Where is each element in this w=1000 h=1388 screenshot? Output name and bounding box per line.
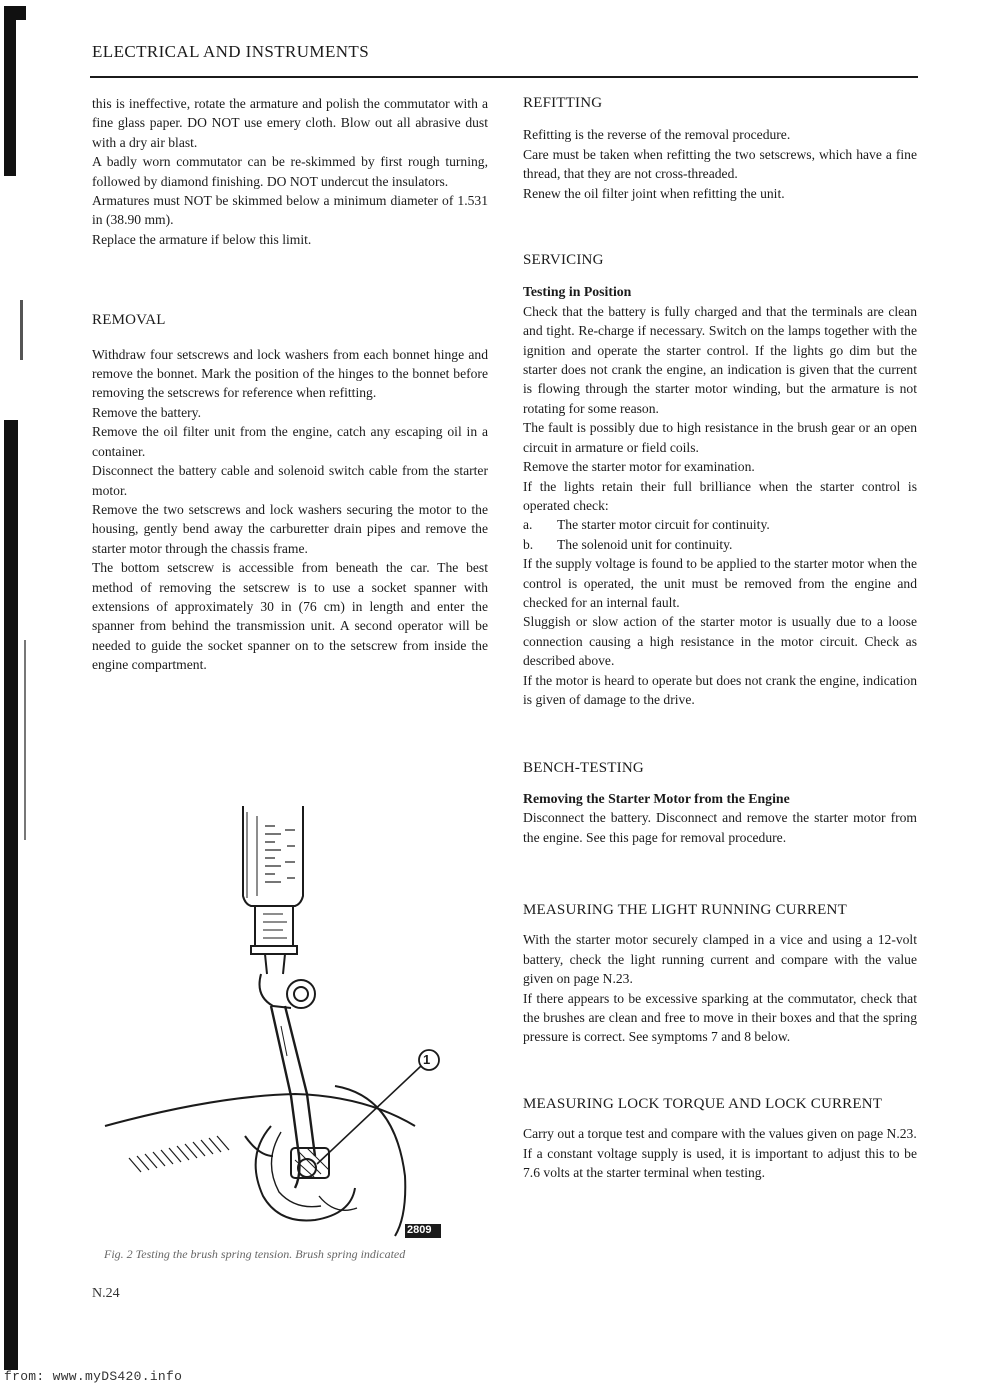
paragraph: If the motor is heard to operate but does not crank the engine, indication is given of damage to the drive. — [523, 672, 917, 707]
binding-bar — [4, 420, 18, 1370]
paragraph: If a constant voltage supply is used, it is important to adjust this to be 7.6 volts at the starter terminal when testing. — [523, 1145, 917, 1181]
paragraph: Care must be taken when refitting the two setscrews, which have a fine thread, that they are not cross-threaded. — [523, 146, 917, 182]
subheading-removing-starter: Removing the Starter Motor from the Engine — [523, 790, 790, 806]
callout-number: 1 — [423, 1052, 431, 1067]
paragraph: Replace the armature if below this limit. — [92, 231, 312, 247]
plate-number: 2809 — [407, 1224, 432, 1236]
list-text: The starter motor circuit for continuity. — [557, 517, 770, 533]
paragraph: this is ineffective, rotate the armature and polish the commutator with a fine glass paper. DO NOT use emery cloth. Blow out all abrasive dust with a dry air blast. — [92, 96, 488, 150]
left-column — [92, 94, 488, 675]
list-text: The solenoid unit for continuity. — [557, 536, 733, 552]
right-column — [523, 94, 917, 1182]
illustration-drawing — [95, 796, 475, 1252]
binding-bar — [24, 640, 26, 840]
paragraph: Sluggish or slow action of the starter motor is usually due to a loose connection causing a high resistance in the motor circuit. Check as described above. — [523, 614, 917, 669]
paragraph: With the starter motor securely clamped in a vice and using a 12-volt battery, check the light running current and compare with the value given on page N.23. — [523, 932, 917, 987]
page-number: N.24 — [92, 1286, 120, 1301]
section-heading-bench-testing: BENCH-TESTING — [523, 760, 644, 777]
binding-bar — [4, 6, 16, 176]
section-heading-lock-torque: MEASURING LOCK TORQUE AND LOCK CURRENT — [523, 1095, 883, 1112]
brush-spring-test-illustration — [95, 796, 475, 1252]
paragraph: Disconnect the battery. Disconnect and remove the starter motor from the engine. See this page for removal procedure. — [523, 810, 917, 845]
figure-caption: Fig. 2 Testing the brush spring tension. Brush spring indicated — [104, 1247, 406, 1261]
paragraph: Withdraw four setscrews and lock washers from each bonnet hinge and remove the bonnet. Mark the position of the hinges to the bonnet before removing the setscrews for reference when refitting. — [92, 346, 488, 401]
binding-bar — [20, 300, 23, 360]
paragraph: Armatures must NOT be skimmed below a minimum diameter of 1.531 in (38.90 mm). — [92, 193, 488, 228]
paragraph: Renew the oil filter joint when refitting the unit. — [523, 185, 785, 201]
section-heading-refitting: REFITTING — [523, 95, 603, 111]
list-item — [523, 515, 917, 534]
paragraph: If the supply voltage is found to be applied to the starter motor when the control is operated, the unit must be removed from the engine and checked for an internal fault. — [523, 556, 917, 610]
paragraph: Disconnect the battery cable and solenoid switch cable from the starter motor. — [92, 463, 488, 498]
section-heading-removal: REMOVAL — [92, 312, 166, 329]
section-heading-light-running: MEASURING THE LIGHT RUNNING CURRENT — [523, 902, 847, 918]
paragraph: If the lights retain their full brilliance when the starter control is operated check: — [523, 478, 917, 513]
paragraph: The bottom setscrew is accessible from beneath the car. The best method of removing the setscrew is to use a socket spanner with extensions of approximately 30 in (76 cm) in length and enter the spanner from behind the transmission unit. A second operator will be needed to guide the socket spanner on to the setscrew from inside the engine compartment. — [92, 560, 488, 673]
paragraph: Refitting is the reverse of the removal procedure. — [523, 127, 791, 143]
section-heading-servicing: SERVICING — [523, 252, 604, 269]
paragraph: Carry out a torque test and compare with the values given on page N.23. — [523, 1126, 917, 1142]
list-marker: a. — [523, 517, 533, 533]
list-item — [523, 535, 917, 554]
paragraph: Check that the battery is fully charged and that the terminals are clean and tight. Re-charge if necessary. Switch on the lamps together with the ignition and operate the starter control. If the lights go dim but the starter does not crank the engine, an indication is given that the current is flowing through the starter motor winding, but the armature is not rotating for some reason. — [523, 303, 917, 416]
list-marker: b. — [523, 536, 534, 552]
source-footer: from: www.myDS420.info — [4, 1369, 183, 1384]
paragraph: Remove the two setscrews and lock washers securing the motor to the housing, gently bend away the carburetter drain pipes and remove the starter motor through the chassis frame. — [92, 501, 488, 556]
paragraph: Remove the battery. — [92, 404, 201, 420]
paragraph: If there appears to be excessive sparking at the commutator, check that the brushes are clean and free to move in their boxes and that the spring pressure is correct. See symptoms 7 and 8 below. — [523, 990, 917, 1045]
paragraph: A badly worn commutator can be re-skimmed by first rough turning, followed by diamond finishing. DO NOT undercut the insulators. — [92, 154, 488, 189]
subheading-testing-in-position: Testing in Position — [523, 284, 632, 300]
page-header: ELECTRICAL AND INSTRUMENTS — [92, 42, 370, 61]
paragraph: The fault is possibly due to high resistance in the brush gear or an open circuit in armature or field coils. — [523, 420, 917, 455]
header-rule — [90, 76, 918, 78]
binding-shadow — [0, 0, 38, 1370]
paragraph: Remove the starter motor for examination. — [523, 459, 755, 475]
paragraph: Remove the oil filter unit from the engine, catch any escaping oil in a container. — [92, 424, 488, 459]
